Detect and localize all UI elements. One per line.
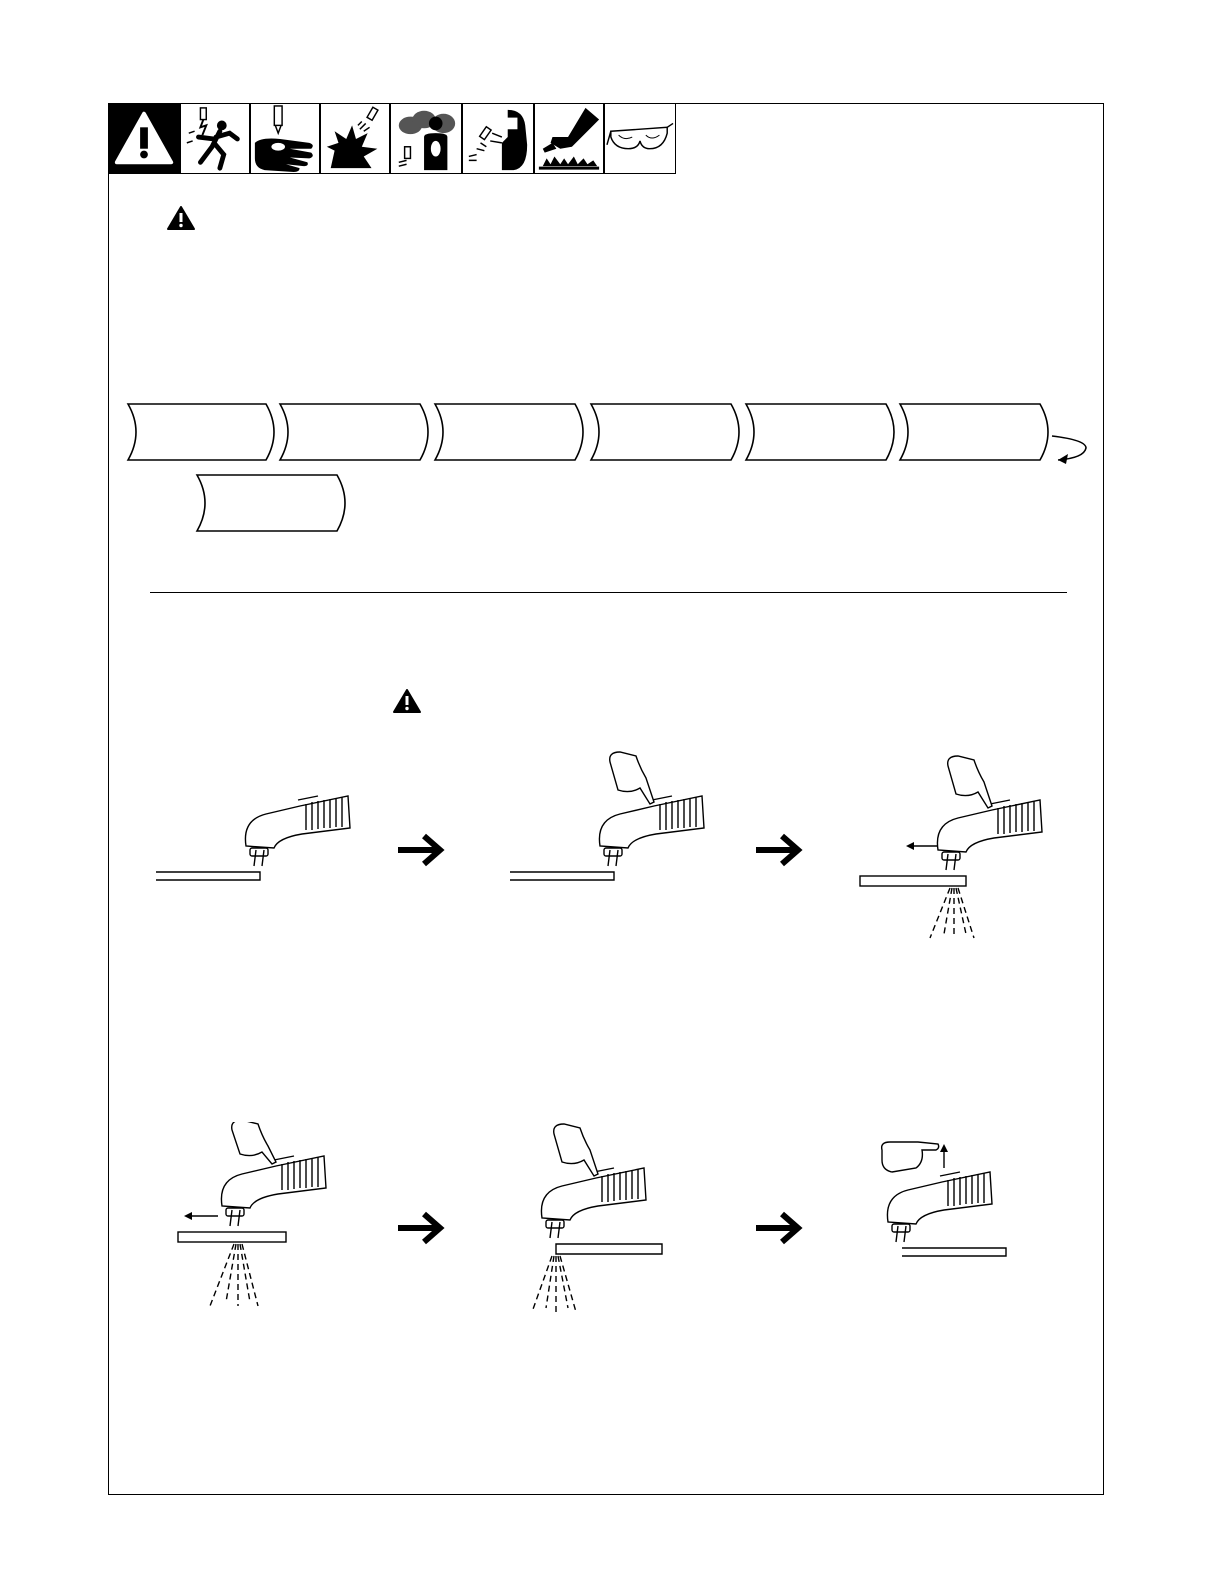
right-arrow-icon xyxy=(396,1208,448,1248)
sequence-step-4 xyxy=(591,404,739,460)
sequence-step-6 xyxy=(900,404,1048,460)
right-arrow-icon xyxy=(754,1208,806,1248)
sequence-step-7 xyxy=(197,475,345,531)
warning-triangle-icon xyxy=(392,688,422,714)
panel-release-trigger xyxy=(878,1134,1018,1264)
panel-continue-cutting xyxy=(174,1122,374,1322)
sequence-diagram xyxy=(0,0,1224,560)
panel-press-trigger xyxy=(504,748,724,890)
panel-move-torch-cutting xyxy=(856,750,1056,950)
panel-torch-on-workpiece xyxy=(150,780,370,890)
sequence-step-1 xyxy=(128,404,274,460)
curved-return-arrow-icon xyxy=(1052,436,1086,460)
right-arrow-icon xyxy=(754,830,806,870)
panel-reach-end-of-cut xyxy=(526,1120,726,1320)
right-arrow-icon xyxy=(396,830,448,870)
sequence-step-2 xyxy=(280,404,428,460)
sequence-step-3 xyxy=(435,404,583,460)
section-divider xyxy=(150,592,1067,593)
sequence-step-5 xyxy=(746,404,894,460)
